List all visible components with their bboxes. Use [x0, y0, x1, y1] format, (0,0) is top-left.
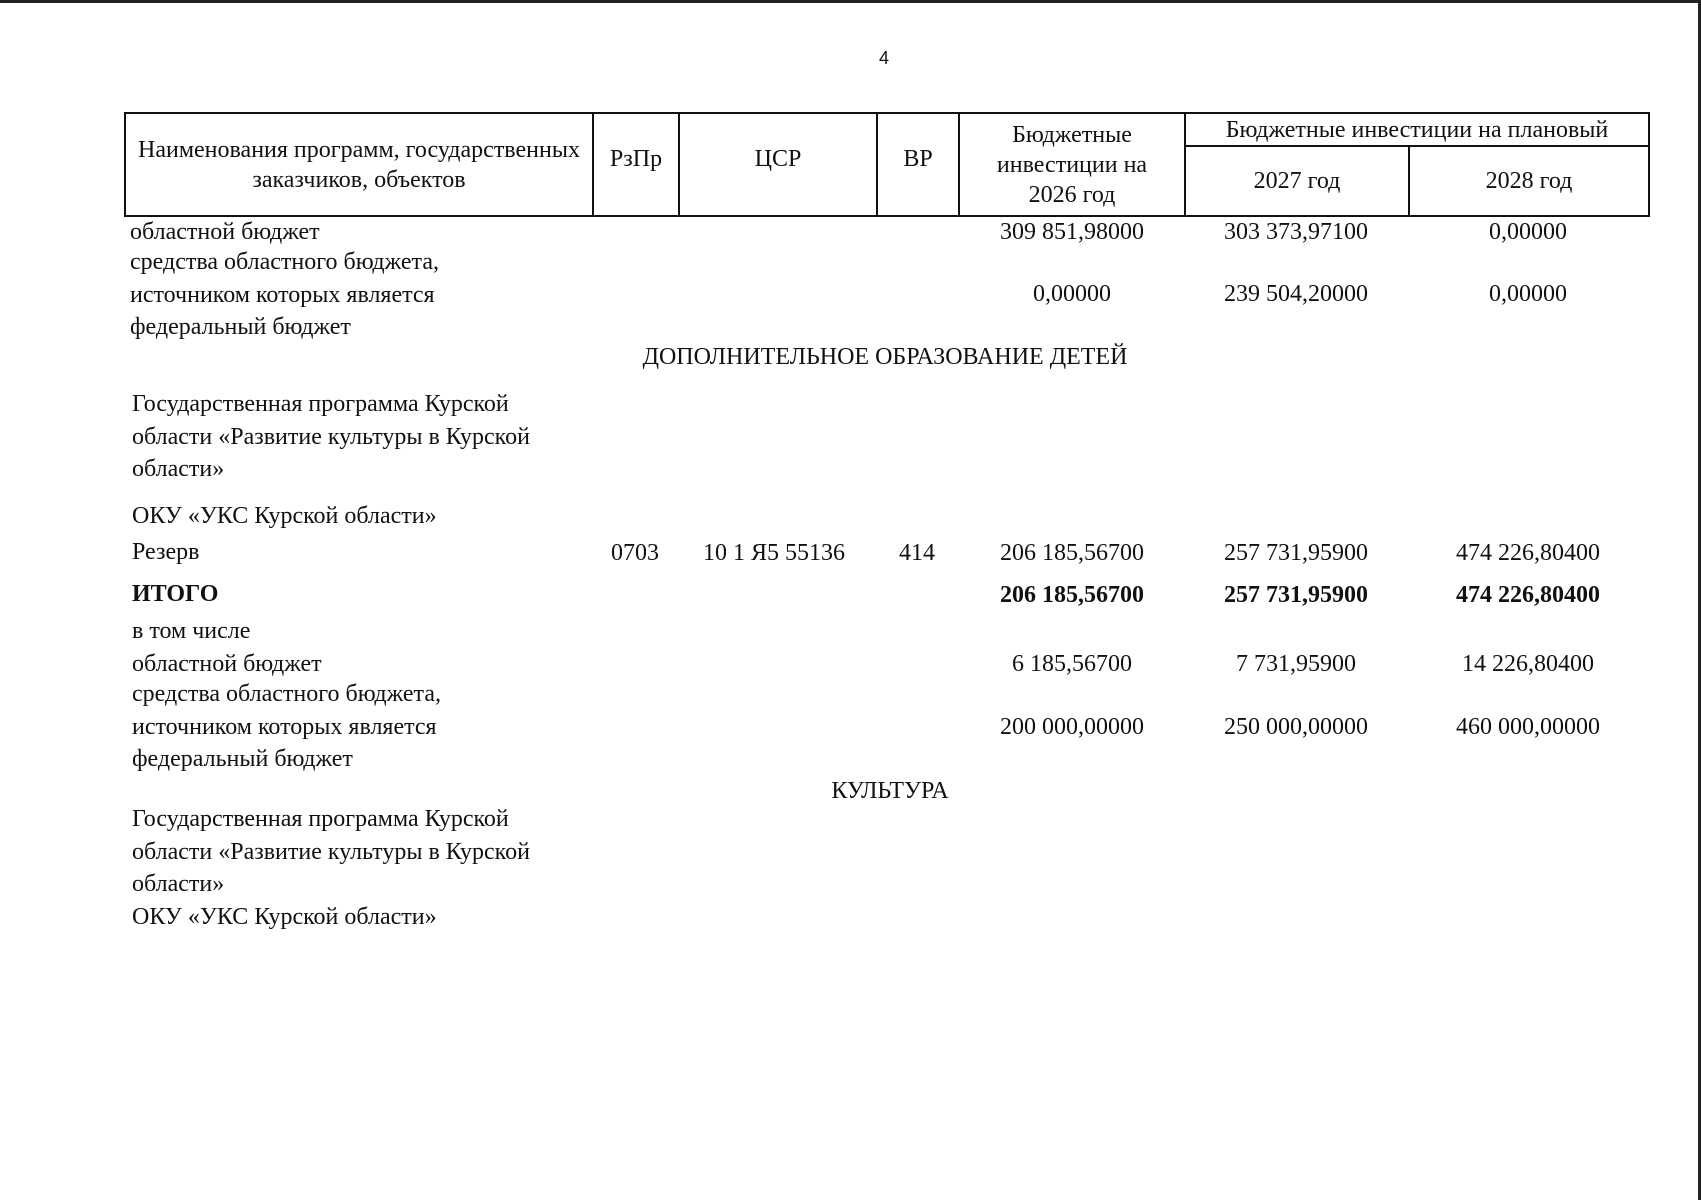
- regional-value-2028: 0,00000: [1489, 219, 1567, 245]
- federal-value-2027: 239 504,20000: [1224, 281, 1368, 307]
- reserve-value-2027: 257 731,95900: [1224, 540, 1368, 566]
- header-rzpr: РзПр: [593, 113, 679, 216]
- program-name: Государственная программа Курской области «Развитие культуры в Курской области» ОКУ «УКС Курской области»: [132, 803, 530, 933]
- section-title-additional-education: ДОПОЛНИТЕЛЬНОЕ ОБРАЗОВАНИЕ ДЕТЕЙ: [642, 344, 1128, 370]
- reserve-csr: 10 1 Я5 55136: [703, 540, 846, 566]
- federal-value-2027: 250 000,00000: [1224, 714, 1368, 740]
- regional-value-2026: 6 185,56700: [1012, 651, 1132, 677]
- reserve-label: Резерв: [132, 539, 200, 565]
- federal-value-2026: 200 000,00000: [1000, 714, 1144, 740]
- reserve-rzpr: 0703: [611, 540, 659, 566]
- reserve-value-2028: 474 226,80400: [1456, 540, 1600, 566]
- total-value-2027: 257 731,95900: [1224, 582, 1368, 608]
- total-label: ИТОГО: [132, 581, 219, 607]
- reserve-vr: 414: [899, 540, 935, 566]
- including-label: в том числе: [132, 618, 251, 644]
- header-year-2028: 2028 год: [1409, 146, 1649, 216]
- header-investments-2026: Бюджетные инвестиции на 2026 год: [959, 113, 1185, 216]
- program-name: Государственная программа Курской области «Развитие культуры в Курской области»: [132, 391, 530, 482]
- header-vr: ВР: [877, 113, 959, 216]
- header-year-2027: 2027 год: [1185, 146, 1409, 216]
- regional-value-2027: 303 373,97100: [1224, 219, 1368, 245]
- federal-source-label: средства областного бюджета, источником которых является федеральный бюджет: [130, 249, 439, 340]
- regional-value-2026: 309 851,98000: [1000, 219, 1144, 245]
- regional-value-2027: 7 731,95900: [1236, 651, 1356, 677]
- federal-source-label: средства областного бюджета, источником которых является федеральный бюджет: [132, 681, 441, 772]
- total-value-2026: 206 185,56700: [1000, 582, 1144, 608]
- header-csr: ЦСР: [679, 113, 877, 216]
- total-value-2028: 474 226,80400: [1456, 582, 1600, 608]
- federal-value-2028: 460 000,00000: [1456, 714, 1600, 740]
- reserve-value-2026: 206 185,56700: [1000, 540, 1144, 566]
- header-name-column: Наименования программ, государственных заказчиков, объектов: [125, 113, 593, 216]
- customer-name: ОКУ «УКС Курской области»: [132, 903, 437, 930]
- table-header: [124, 112, 1650, 217]
- regional-budget-label: областной бюджет: [130, 219, 320, 245]
- regional-value-2028: 14 226,80400: [1462, 651, 1594, 677]
- federal-value-2026: 0,00000: [1033, 281, 1111, 307]
- top-border-line: [0, 0, 1701, 3]
- header-planned-period: Бюджетные инвестиции на плановый: [1185, 113, 1649, 146]
- regional-budget-label: областной бюджет: [132, 651, 322, 677]
- page-number: 4: [878, 48, 889, 68]
- section-title-culture: КУЛЬТУРА: [831, 778, 949, 804]
- federal-value-2028: 0,00000: [1489, 281, 1567, 307]
- customer-name: ОКУ «УКС Курской области»: [132, 503, 437, 529]
